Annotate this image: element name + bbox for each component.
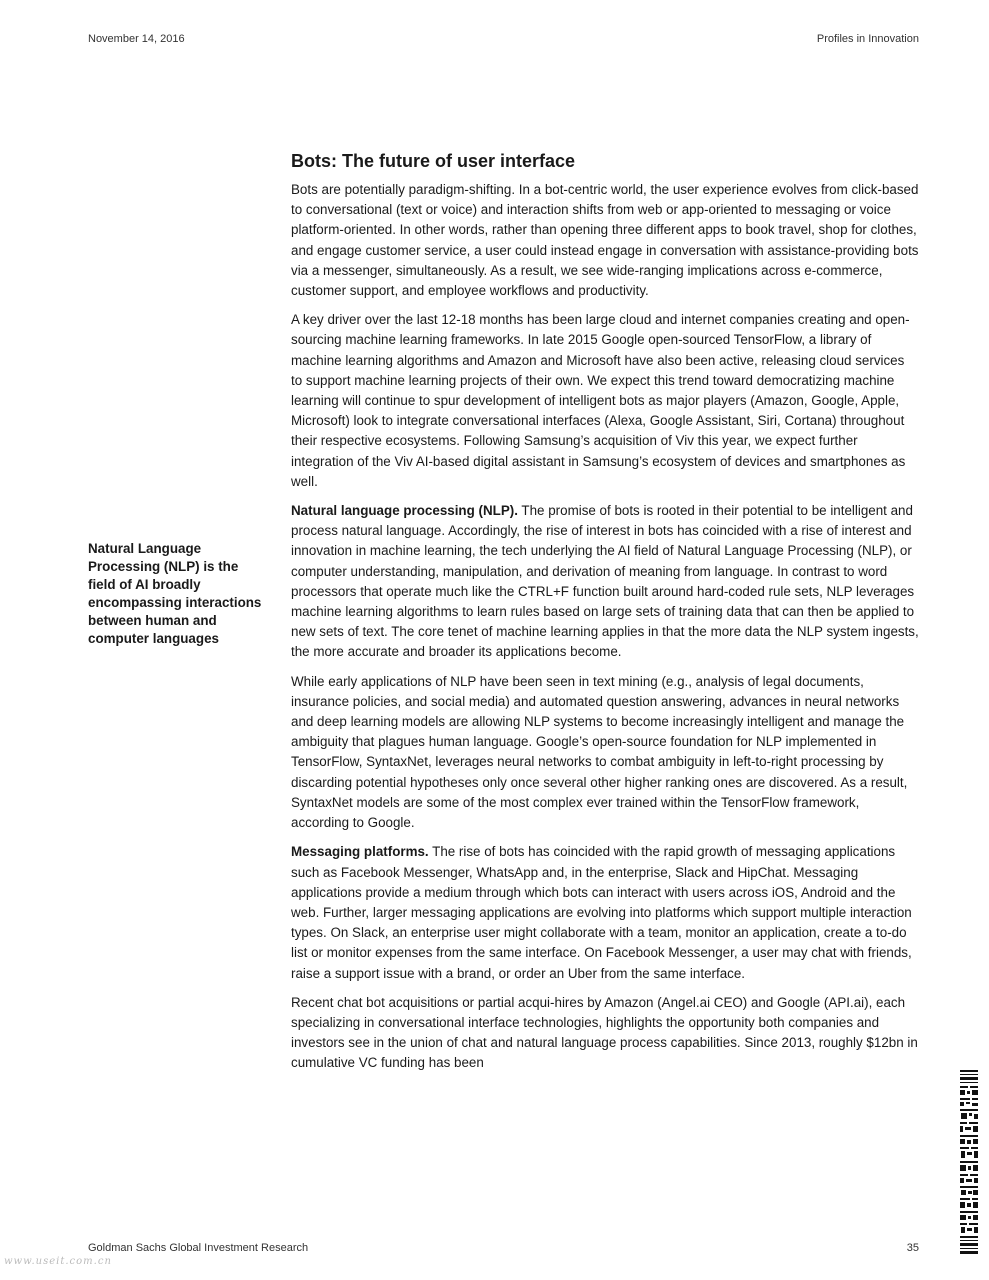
footer-publisher: Goldman Sachs Global Investment Research [88, 1242, 309, 1254]
paragraph-text: A key driver over the last 12-18 months has been large cloud and internet companies creating and open-sourcing machine learning frameworks. In late 2015 Google open-sourced TensorFlow, a library of machine learning algorithms and Amazon and Microsoft have also been active, releasing cloud services to support machine learning projects of their own. We expect this trend toward democratizing machine learning will continue to spur development of intelligent bots as major players (Amazon, Google, Apple, Microsoft) look to integrate conversational interfaces (Alexa, Google Assistant, Siri, Cortana) throughout their respective ecosystems. Following Samsung’s acquisition of Viv this year, we expect further integration of the Viv AI-based digital assistant in Samsung’s ecosystem of devices and smartphones as well. [291, 312, 910, 489]
paragraph-key-driver [291, 310, 919, 492]
paragraph-text: Recent chat bot acquisitions or partial acqui-hires by Amazon (Angel.ai CEO) and Google (API.ai), each specializing in conversational interface technologies, highlights the opportunity both companies and investors see in the union of chat and natural language process capabilities. Since 2013, roughly $12bn in cumulative VC funding has been [291, 994, 918, 1071]
paragraph-text: The promise of bots is rooted in their potential to be intelligent and process natural language. Accordingly, the rise of interest in bots has coincided with a rise of interest and innovation in machine learning, the tech underlying the AI field of Natural Language Processing (NLP), or computer understanding, manipulation, and derivation of meaning from language. In contrast to word processors that operate much like the CTRL+F function built around hard-coded rule sets, NLP leverages machine learning algorithms to learn rules based on large sets of training data that can then be applied to new sets of text. The core tenet of machine learning applies in that the more data the NLP system ingests, the more accurate and broader its applications become. [291, 503, 919, 660]
paragraph-text: Bots are potentially paradigm-shifting. In a bot-centric world, the user experience evolves from click-based to conversational (text or voice) and interaction shifts from web or app-oriented to messaging or voice platform-oriented. In other words, rather than opening three different apps to book travel, shop for clothes, and engage customer service, a user could instead engage in conversation with assistance-providing bots via a messenger, simultaneously. As a result, we see wide-ranging implications across e-commerce, customer support, and employee workflows and productivity. [291, 182, 919, 299]
page-number: 35 [906, 1242, 919, 1254]
paragraph-nlp [291, 501, 919, 663]
main-content [291, 150, 919, 1083]
paragraph-lead-in: Natural language processing (NLP). [291, 503, 518, 519]
paragraph-text: While early applications of NLP have been seen in text mining (e.g., analysis of legal documents, insurance policies, and social media) and automated question answering, advances in neural networks and deep learning models are allowing NLP systems to become increasingly intelligent and manage the ambiguity that plagues human language. Google’s open-source foundation for NLP implemented in TensorFlow, SyntaxNet, leverages neural networks to combat ambiguity in left-to-right processing by discarding potential hypotheses only once several other higher ranking ones are discovered. As a result, SyntaxNet models are some of the most complex ever trained within the TensorFlow framework, according to Google. [291, 673, 908, 831]
paragraph-messaging-platforms [291, 842, 919, 983]
paragraph-text: The rise of bots has coincided with the rapid growth of messaging applications such as Facebook Messenger, WhatsApp and, in the enterprise, Slack and HipChat. Messaging applications provide a medium through which bots can interact with users across iOS, Android and the web. Further, larger messaging applications are evolving into platforms which support multiple interaction types. On Slack, an enterprise user might collaborate with a team, monitor an application, create a to-do list or monitor expenses from the same interface. On Facebook Messenger, a user may chat with friends, raise a support issue with a brand, or order an Uber from the same interface. [291, 844, 912, 981]
paragraph-acquisitions [291, 993, 919, 1074]
qr-code-icon [959, 1068, 979, 1256]
paragraph-bots-intro [291, 180, 919, 301]
watermark: www.useit.com.cn [4, 1256, 112, 1267]
paragraph-nlp-applications [291, 672, 919, 834]
section-title: Bots: The future of user interface [291, 151, 576, 171]
paragraph-lead-in: Messaging platforms. [291, 844, 429, 860]
report-date: November 14, 2016 [88, 33, 185, 45]
sidebar-callout: Natural Language Processing (NLP) is the field of AI broadly encompassing interactions between human and computer languages [88, 541, 262, 646]
report-series: Profiles in Innovation [816, 33, 919, 45]
